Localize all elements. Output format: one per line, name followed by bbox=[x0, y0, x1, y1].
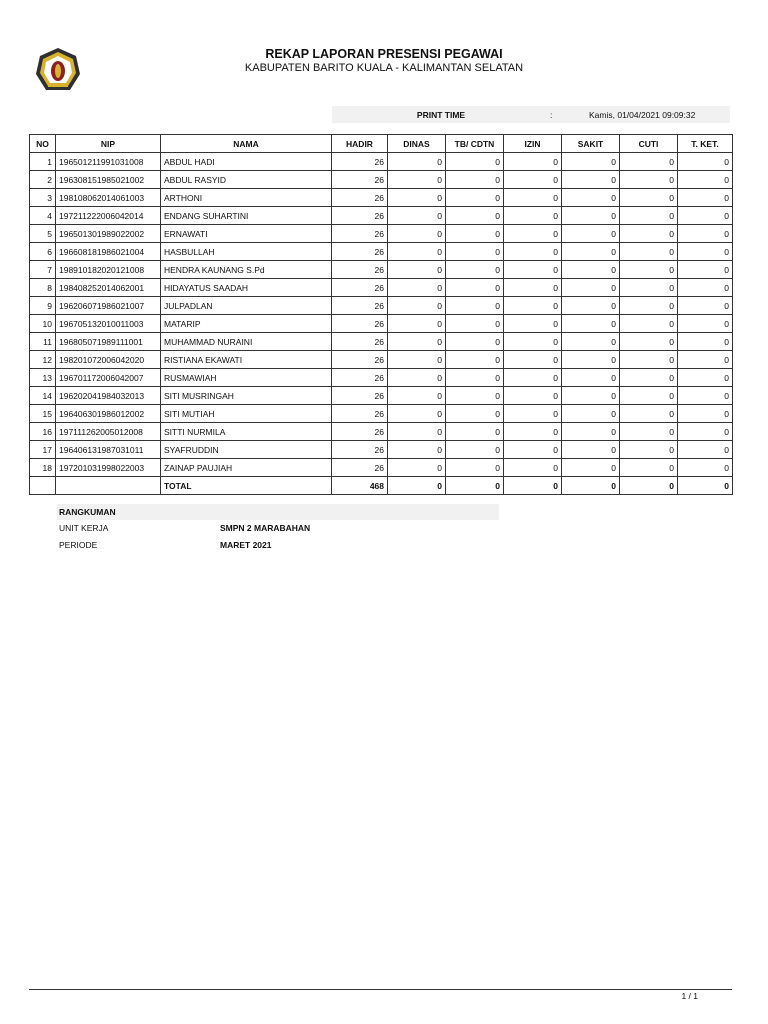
table-row bbox=[30, 387, 733, 405]
table-cell: 0 bbox=[562, 351, 620, 369]
table-cell: 0 bbox=[388, 441, 446, 459]
table-cell: 198408252014062001 bbox=[56, 279, 161, 297]
table-cell: 26 bbox=[332, 225, 388, 243]
table-cell: 0 bbox=[620, 261, 678, 279]
table-cell: 0 bbox=[678, 261, 733, 279]
column-header: IZIN bbox=[504, 135, 562, 153]
table-row bbox=[30, 351, 733, 369]
table-cell: 0 bbox=[504, 459, 562, 477]
table-cell: 0 bbox=[562, 279, 620, 297]
table-cell: 0 bbox=[446, 225, 504, 243]
table-cell: 0 bbox=[446, 261, 504, 279]
table-cell: HENDRA KAUNANG S.Pd bbox=[161, 261, 332, 279]
table-cell: 0 bbox=[446, 387, 504, 405]
table-cell: ERNAWATI bbox=[161, 225, 332, 243]
table-cell: 0 bbox=[678, 189, 733, 207]
table-cell: 0 bbox=[504, 369, 562, 387]
table-cell: 0 bbox=[562, 459, 620, 477]
table-cell: 0 bbox=[562, 441, 620, 459]
table-cell: 0 bbox=[504, 333, 562, 351]
table-row bbox=[30, 225, 733, 243]
table-cell: 0 bbox=[446, 405, 504, 423]
table-cell: 10 bbox=[30, 315, 56, 333]
column-header: NAMA bbox=[161, 135, 332, 153]
table-cell: 0 bbox=[620, 279, 678, 297]
summary-period-row bbox=[57, 537, 499, 554]
table-cell: 3 bbox=[30, 189, 56, 207]
table-cell: 0 bbox=[562, 333, 620, 351]
page-number: 1 / 1 bbox=[681, 991, 698, 1001]
table-cell: 1 bbox=[30, 153, 56, 171]
table-row bbox=[30, 243, 733, 261]
table-cell: 198108062014061003 bbox=[56, 189, 161, 207]
table-cell: 18 bbox=[30, 459, 56, 477]
table-cell: 468 bbox=[332, 477, 388, 495]
table-cell: 0 bbox=[678, 153, 733, 171]
table-cell: 26 bbox=[332, 459, 388, 477]
table-row bbox=[30, 297, 733, 315]
table-cell: 0 bbox=[678, 369, 733, 387]
table-cell: 0 bbox=[446, 279, 504, 297]
table-cell: 26 bbox=[332, 207, 388, 225]
table-row bbox=[30, 405, 733, 423]
table-cell: 0 bbox=[388, 261, 446, 279]
print-time-label: PRINT TIME bbox=[416, 110, 466, 120]
table-cell: ZAINAP PAUJIAH bbox=[161, 459, 332, 477]
table-cell: SYAFRUDDIN bbox=[161, 441, 332, 459]
table-cell: 0 bbox=[504, 387, 562, 405]
table-cell: 196308151985021002 bbox=[56, 171, 161, 189]
table-cell: JULPADLAN bbox=[161, 297, 332, 315]
column-header: NIP bbox=[56, 135, 161, 153]
table-cell: 0 bbox=[388, 333, 446, 351]
table-cell: 0 bbox=[620, 243, 678, 261]
table-cell: HIDAYATUS SAADAH bbox=[161, 279, 332, 297]
table-cell: 196501301989022002 bbox=[56, 225, 161, 243]
column-header: T. KET. bbox=[678, 135, 733, 153]
print-time-colon: : bbox=[550, 110, 553, 120]
table-cell: 26 bbox=[332, 333, 388, 351]
table-cell: 0 bbox=[620, 225, 678, 243]
table-cell: 0 bbox=[678, 441, 733, 459]
table-cell: ABDUL HADI bbox=[161, 153, 332, 171]
table-cell: 0 bbox=[388, 315, 446, 333]
table-cell: SITI MUTIAH bbox=[161, 405, 332, 423]
table-cell: 11 bbox=[30, 333, 56, 351]
table-cell: 0 bbox=[446, 351, 504, 369]
table-cell: 0 bbox=[620, 153, 678, 171]
table-cell: 0 bbox=[446, 189, 504, 207]
table-row bbox=[30, 333, 733, 351]
table-cell: 196705132010011003 bbox=[56, 315, 161, 333]
table-cell: ARTHONI bbox=[161, 189, 332, 207]
table-cell: 197111262005012008 bbox=[56, 423, 161, 441]
column-header: SAKIT bbox=[562, 135, 620, 153]
table-cell: 0 bbox=[446, 477, 504, 495]
table-cell: 0 bbox=[562, 369, 620, 387]
unit-label: UNIT KERJA bbox=[59, 523, 109, 533]
table-cell: 0 bbox=[446, 423, 504, 441]
table-cell: 0 bbox=[388, 459, 446, 477]
table-cell: 0 bbox=[446, 297, 504, 315]
table-cell: 0 bbox=[562, 207, 620, 225]
table-cell: 0 bbox=[620, 207, 678, 225]
table-cell: 26 bbox=[332, 441, 388, 459]
table-cell: 0 bbox=[504, 153, 562, 171]
table-cell: MUHAMMAD NURAINI bbox=[161, 333, 332, 351]
table-cell: HASBULLAH bbox=[161, 243, 332, 261]
table-cell: 0 bbox=[562, 189, 620, 207]
table-cell: 0 bbox=[678, 243, 733, 261]
table-cell: 0 bbox=[678, 171, 733, 189]
table-cell: RISTIANA EKAWATI bbox=[161, 351, 332, 369]
table-cell: 0 bbox=[678, 315, 733, 333]
table-cell: 196701172006042007 bbox=[56, 369, 161, 387]
table-cell: 26 bbox=[332, 369, 388, 387]
table-row bbox=[30, 153, 733, 171]
table-cell: 6 bbox=[30, 243, 56, 261]
table-cell: 0 bbox=[504, 477, 562, 495]
table-cell bbox=[56, 477, 161, 495]
table-cell: 0 bbox=[446, 243, 504, 261]
table-cell: 0 bbox=[388, 369, 446, 387]
table-cell: 0 bbox=[388, 189, 446, 207]
report-subtitle: KABUPATEN BARITO KUALA - KALIMANTAN SELATAN bbox=[244, 62, 524, 74]
table-cell: 0 bbox=[504, 207, 562, 225]
table-cell: 0 bbox=[562, 243, 620, 261]
table-cell: 15 bbox=[30, 405, 56, 423]
table-cell: 0 bbox=[562, 315, 620, 333]
table-cell: 26 bbox=[332, 243, 388, 261]
table-cell: 5 bbox=[30, 225, 56, 243]
table-cell: 26 bbox=[332, 171, 388, 189]
table-cell: 0 bbox=[504, 225, 562, 243]
table-cell: 0 bbox=[446, 315, 504, 333]
column-header: HADIR bbox=[332, 135, 388, 153]
table-cell: 196805071989111001 bbox=[56, 333, 161, 351]
table-cell: 7 bbox=[30, 261, 56, 279]
table-cell: 0 bbox=[504, 441, 562, 459]
table-cell: MATARIP bbox=[161, 315, 332, 333]
table-cell: ENDANG SUHARTINI bbox=[161, 207, 332, 225]
table-cell: 0 bbox=[504, 171, 562, 189]
table-cell: 0 bbox=[388, 387, 446, 405]
table-cell: 0 bbox=[446, 369, 504, 387]
table-cell: 0 bbox=[446, 153, 504, 171]
table-cell: 26 bbox=[332, 387, 388, 405]
table-cell: ABDUL RASYID bbox=[161, 171, 332, 189]
table-cell: 198201072006042020 bbox=[56, 351, 161, 369]
table-cell: 0 bbox=[620, 477, 678, 495]
table-cell: 0 bbox=[620, 441, 678, 459]
table-total-row bbox=[30, 477, 733, 495]
table-header-row bbox=[30, 135, 733, 153]
table-cell: 0 bbox=[388, 171, 446, 189]
print-time-bar bbox=[332, 106, 730, 123]
column-header: DINAS bbox=[388, 135, 446, 153]
period-label: PERIODE bbox=[59, 540, 98, 550]
table-cell: SITTI NURMILA bbox=[161, 423, 332, 441]
table-cell: 0 bbox=[678, 297, 733, 315]
table-cell: 0 bbox=[388, 243, 446, 261]
print-time-value: Kamis, 01/04/2021 09:09:32 bbox=[589, 110, 696, 120]
report-title: REKAP LAPORAN PRESENSI PEGAWAI bbox=[265, 47, 503, 61]
table-row bbox=[30, 279, 733, 297]
table-cell: 0 bbox=[620, 423, 678, 441]
table-row bbox=[30, 459, 733, 477]
table-cell: 4 bbox=[30, 207, 56, 225]
column-header: CUTI bbox=[620, 135, 678, 153]
table-cell: 0 bbox=[620, 369, 678, 387]
table-cell: 26 bbox=[332, 153, 388, 171]
table-cell: 197201031998022003 bbox=[56, 459, 161, 477]
table-cell: 196206071986021007 bbox=[56, 297, 161, 315]
table-cell: 12 bbox=[30, 351, 56, 369]
summary-title: RANGKUMAN bbox=[57, 504, 499, 520]
table-cell: 26 bbox=[332, 279, 388, 297]
table-cell: 0 bbox=[388, 423, 446, 441]
table-cell: 0 bbox=[620, 405, 678, 423]
table-cell: 196406131987031011 bbox=[56, 441, 161, 459]
table-cell: 0 bbox=[678, 351, 733, 369]
table-cell: 0 bbox=[504, 315, 562, 333]
table-cell: 0 bbox=[562, 261, 620, 279]
table-row bbox=[30, 189, 733, 207]
table-cell: 0 bbox=[678, 333, 733, 351]
table-cell: 0 bbox=[504, 261, 562, 279]
table-cell: 0 bbox=[678, 423, 733, 441]
table-cell: 0 bbox=[446, 333, 504, 351]
table-cell: 0 bbox=[504, 297, 562, 315]
table-cell: 196406301986012002 bbox=[56, 405, 161, 423]
table-cell: 0 bbox=[562, 153, 620, 171]
table-cell: 197211222006042014 bbox=[56, 207, 161, 225]
table-cell: 0 bbox=[388, 207, 446, 225]
column-header: NO bbox=[30, 135, 56, 153]
table-cell: 0 bbox=[504, 279, 562, 297]
table-cell: 2 bbox=[30, 171, 56, 189]
table-cell: 0 bbox=[678, 459, 733, 477]
table-cell: 0 bbox=[678, 279, 733, 297]
table-cell: SITI MUSRINGAH bbox=[161, 387, 332, 405]
table-cell: 26 bbox=[332, 189, 388, 207]
table-cell: 0 bbox=[620, 189, 678, 207]
table-cell: 196608181986021004 bbox=[56, 243, 161, 261]
table-cell: 196501211991031008 bbox=[56, 153, 161, 171]
table-cell: 0 bbox=[446, 207, 504, 225]
table-cell: 9 bbox=[30, 297, 56, 315]
table-cell: 0 bbox=[562, 387, 620, 405]
table-row bbox=[30, 369, 733, 387]
table-cell: 17 bbox=[30, 441, 56, 459]
summary-section bbox=[57, 504, 499, 554]
table-row bbox=[30, 315, 733, 333]
table-cell: 8 bbox=[30, 279, 56, 297]
table-cell: 198910182020121008 bbox=[56, 261, 161, 279]
table-row bbox=[30, 207, 733, 225]
footer-divider bbox=[29, 989, 732, 990]
table-cell: 0 bbox=[504, 189, 562, 207]
table-cell: 0 bbox=[620, 333, 678, 351]
table-cell: 196202041984032013 bbox=[56, 387, 161, 405]
table-cell: 0 bbox=[504, 405, 562, 423]
table-cell: 0 bbox=[446, 171, 504, 189]
unit-value: SMPN 2 MARABAHAN bbox=[220, 523, 311, 533]
table-cell: 0 bbox=[504, 423, 562, 441]
table-cell: 0 bbox=[446, 441, 504, 459]
table-cell: 26 bbox=[332, 351, 388, 369]
table-cell: 0 bbox=[620, 297, 678, 315]
attendance-table bbox=[29, 134, 733, 495]
table-cell: 0 bbox=[678, 207, 733, 225]
table-cell: 0 bbox=[504, 243, 562, 261]
table-cell: 0 bbox=[620, 387, 678, 405]
table-cell: 26 bbox=[332, 261, 388, 279]
table-cell: 0 bbox=[562, 171, 620, 189]
table-cell: 0 bbox=[620, 315, 678, 333]
table-cell: RUSMAWIAH bbox=[161, 369, 332, 387]
table-cell: 26 bbox=[332, 423, 388, 441]
table-cell: 0 bbox=[562, 405, 620, 423]
table-cell: 0 bbox=[562, 477, 620, 495]
table-cell: 0 bbox=[562, 423, 620, 441]
table-cell: 14 bbox=[30, 387, 56, 405]
table-cell: 0 bbox=[620, 459, 678, 477]
table-cell: 0 bbox=[678, 477, 733, 495]
table-cell: 0 bbox=[388, 477, 446, 495]
table-cell: 0 bbox=[446, 459, 504, 477]
table-cell: 0 bbox=[562, 297, 620, 315]
table-cell: 0 bbox=[620, 351, 678, 369]
table-cell: 0 bbox=[388, 297, 446, 315]
table-cell: 0 bbox=[388, 405, 446, 423]
table-cell: 0 bbox=[678, 405, 733, 423]
table-cell: 0 bbox=[388, 351, 446, 369]
table-cell: 0 bbox=[388, 279, 446, 297]
table-cell: 16 bbox=[30, 423, 56, 441]
table-cell: 0 bbox=[504, 351, 562, 369]
table-cell: 0 bbox=[388, 225, 446, 243]
table-row bbox=[30, 171, 733, 189]
table-row bbox=[30, 261, 733, 279]
summary-unit-row bbox=[57, 520, 499, 537]
table-cell bbox=[30, 477, 56, 495]
table-cell: TOTAL bbox=[161, 477, 332, 495]
table-cell: 0 bbox=[388, 153, 446, 171]
table-cell: 26 bbox=[332, 315, 388, 333]
table-cell: 26 bbox=[332, 297, 388, 315]
table-row bbox=[30, 423, 733, 441]
table-cell: 0 bbox=[678, 225, 733, 243]
column-header: TB/ CDTN bbox=[446, 135, 504, 153]
table-cell: 0 bbox=[620, 171, 678, 189]
table-cell: 13 bbox=[30, 369, 56, 387]
period-value: MARET 2021 bbox=[220, 540, 272, 550]
table-row bbox=[30, 441, 733, 459]
table-cell: 0 bbox=[562, 225, 620, 243]
table-cell: 0 bbox=[678, 387, 733, 405]
table-cell: 26 bbox=[332, 405, 388, 423]
